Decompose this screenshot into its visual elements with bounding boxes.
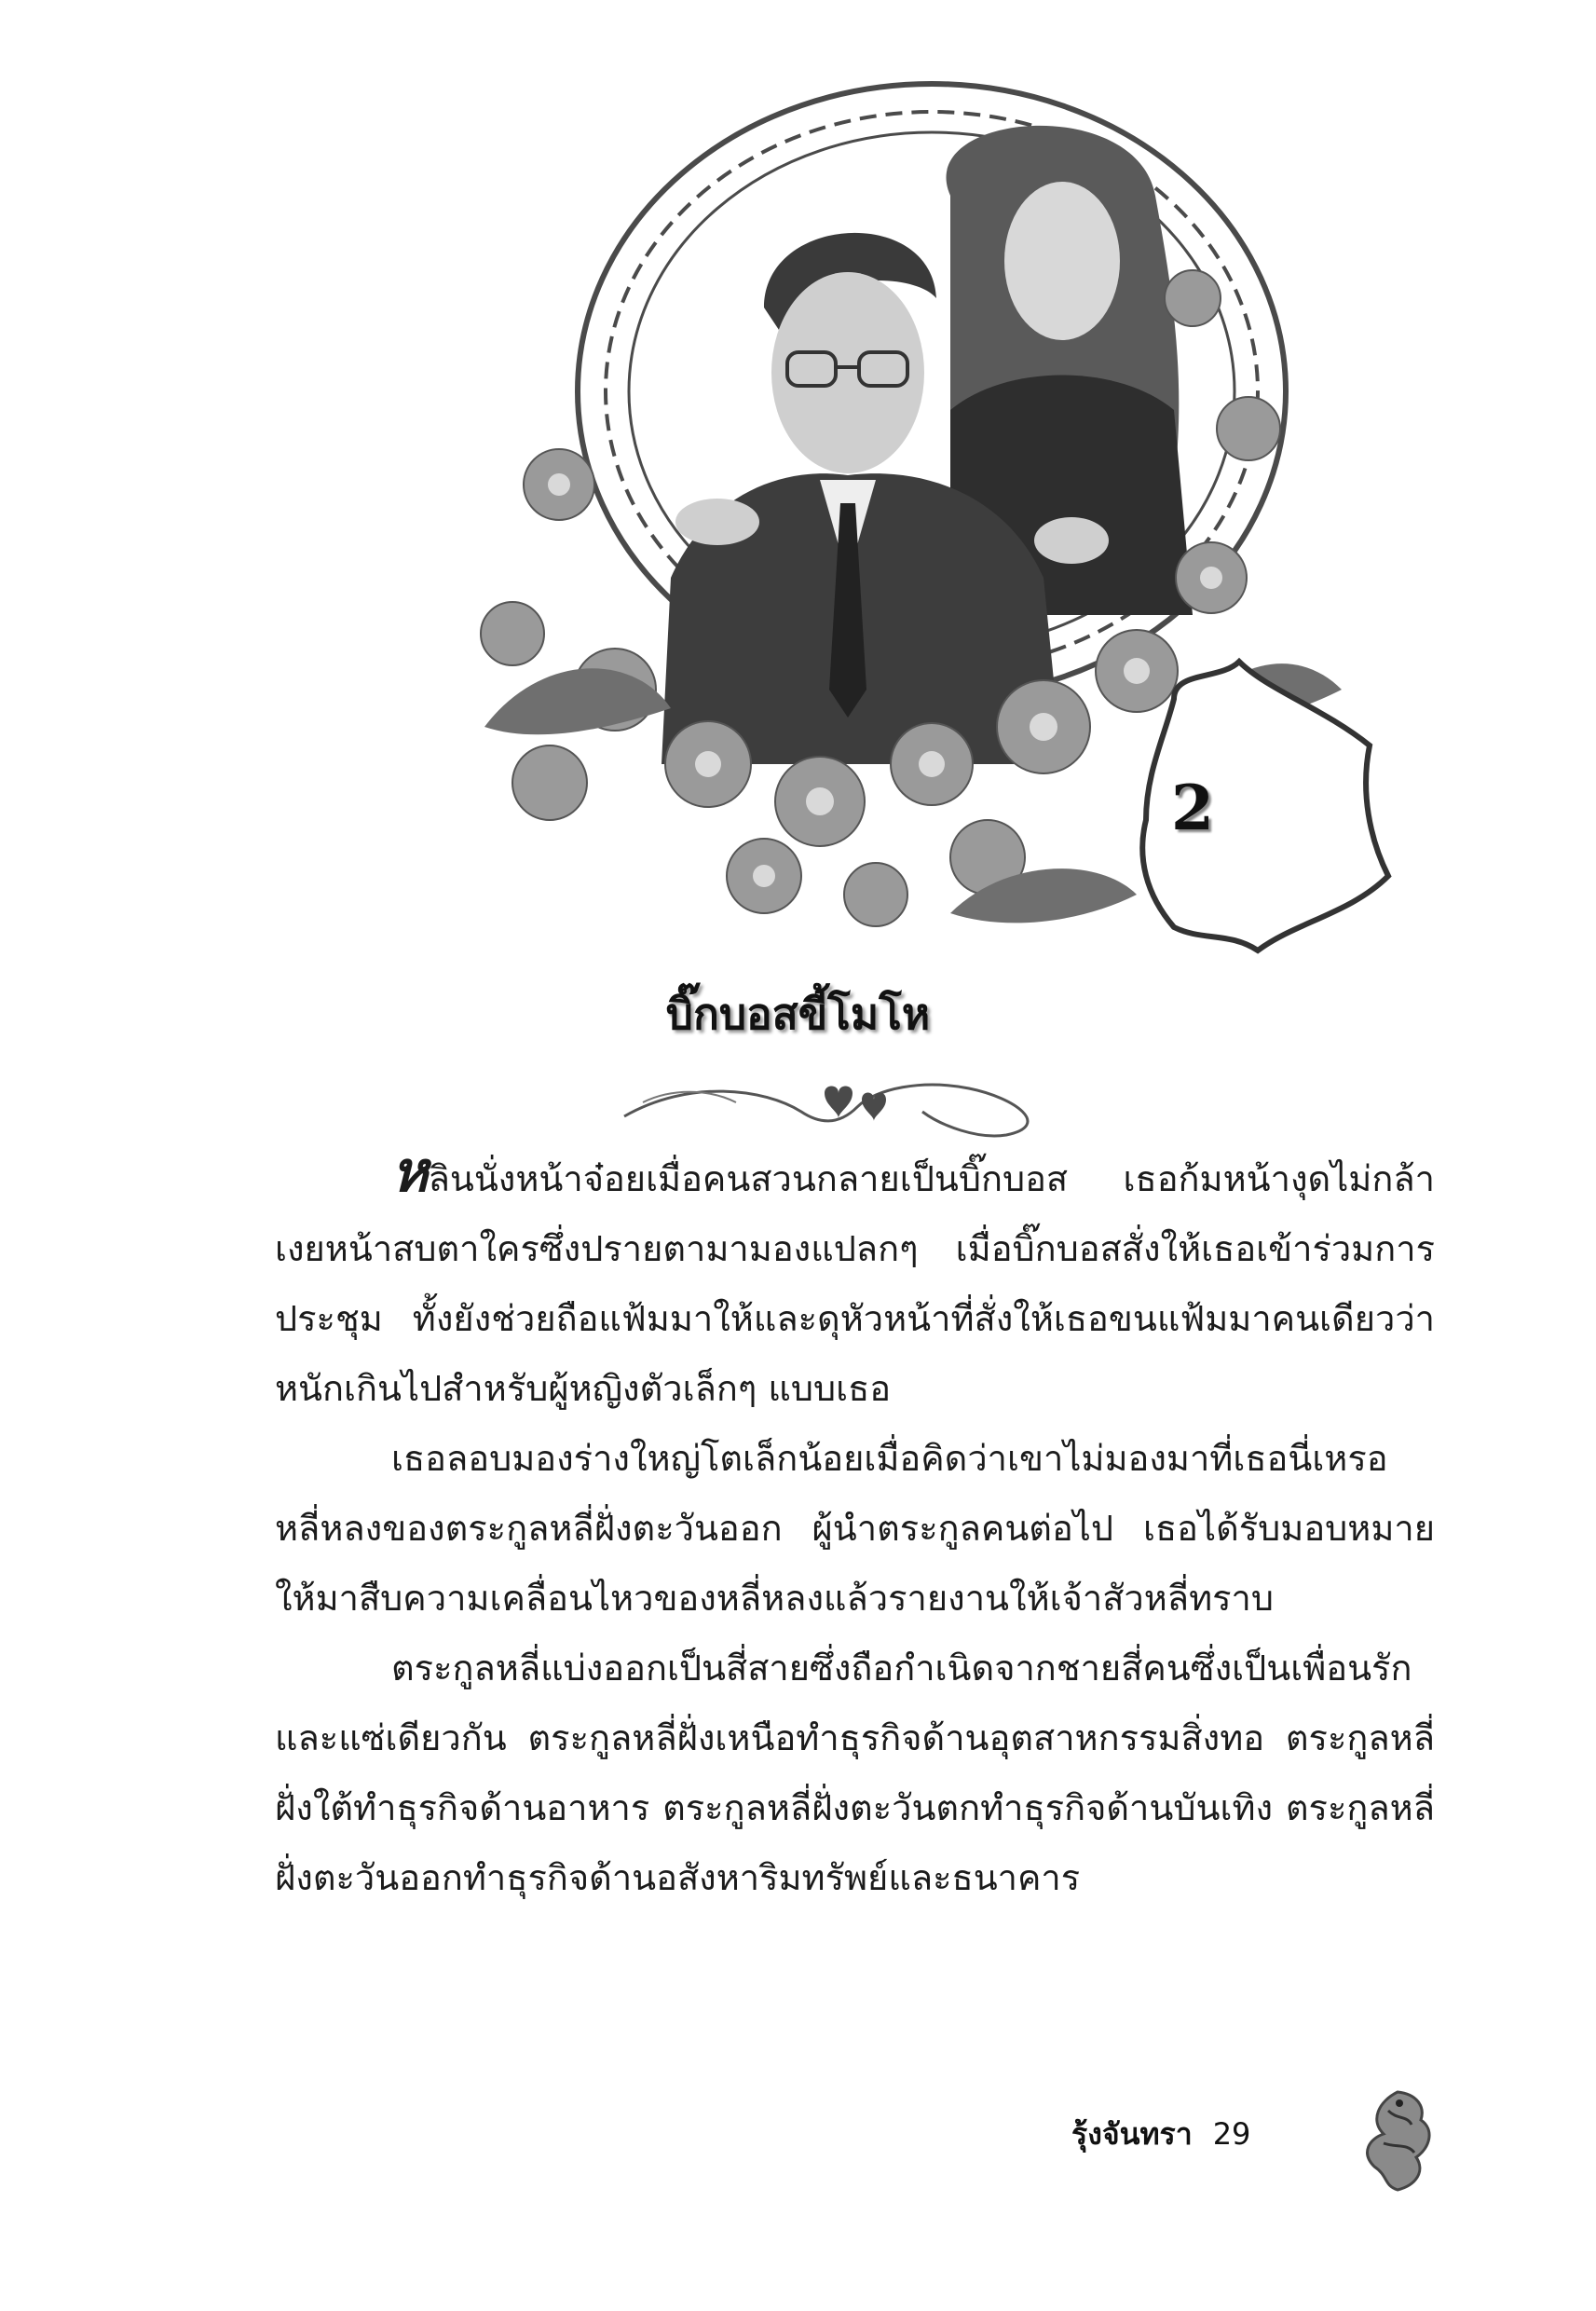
chapter-number: 2 [1171,772,1214,844]
paragraph-1-text: ลินนั่งหน้าจ๋อยเมื่อคนสวนกลายเป็นบิ๊กบอส เธอก้มหน้างุดไม่กล้าเงยหน้าสบตาใครซึ่งปรายตามามองแปลกๆ เมื่อบิ๊กบอสสั่งให้เธอเข้าร่วมการประชุม ทั้งยังช่วยถือแฟ้มมาให้และดุหัวหน้าที่สั่งให้เธอขนแฟ้มมาคนเดียวว่าหนักเกินไปสำหรับผู้หญิงตัวเล็กๆ แบบเธอ [275,1158,1435,1409]
page-footer [1071,2111,1250,2158]
chapter-title: บิ๊กบอสขี้โมโห [665,989,931,1039]
page-number: 29 [1212,2116,1251,2152]
chapter-body [275,1140,1435,1913]
chapter-header-illustration [429,56,1463,997]
hearts-divider-icon [615,1060,1081,1144]
paragraph-1 [275,1140,1435,1424]
paragraph-2: เธอลอบมองร่างใหญ่โตเล็กน้อยเมื่อคิดว่าเขาไม่มองมาที่เธอนี่เหรอ หลี่หลงของตระกูลหลี่ฝั่งตะวันออก ผู้นำตระกูลคนต่อไป เธอได้รับมอบหมายให้มาสืบความเคลื่อนไหวของหลี่หลงแล้วรายงานให้เจ้าสัวหลี่ทราบ [275,1438,1435,1619]
dragon-ornament-icon [1342,2083,1444,2195]
drop-cap: ห [391,1140,429,1205]
footer-author: รุ้งจันทรา [1071,2116,1193,2152]
paragraph-3: ตระกูลหลี่แบ่งออกเป็นสี่สายซึ่งถือกำเนิดจากชายสี่คนซึ่งเป็นเพื่อนรักและแซ่เดียวกัน ตระกูลหลี่ฝั่งเหนือทำธุรกิจด้านอุตสาหกรรมสิ่งทอ ตระกูลหลี่ฝั่งใต้ทำธุรกิจด้านอาหาร ตระกูลหลี่ฝั่งตะวันตกทำธุรกิจด้านบันเทิง ตระกูลหลี่ฝั่งตะวันออกทำธุรกิจด้านอสังหาริมทรัพย์และธนาคาร [275,1648,1435,1898]
